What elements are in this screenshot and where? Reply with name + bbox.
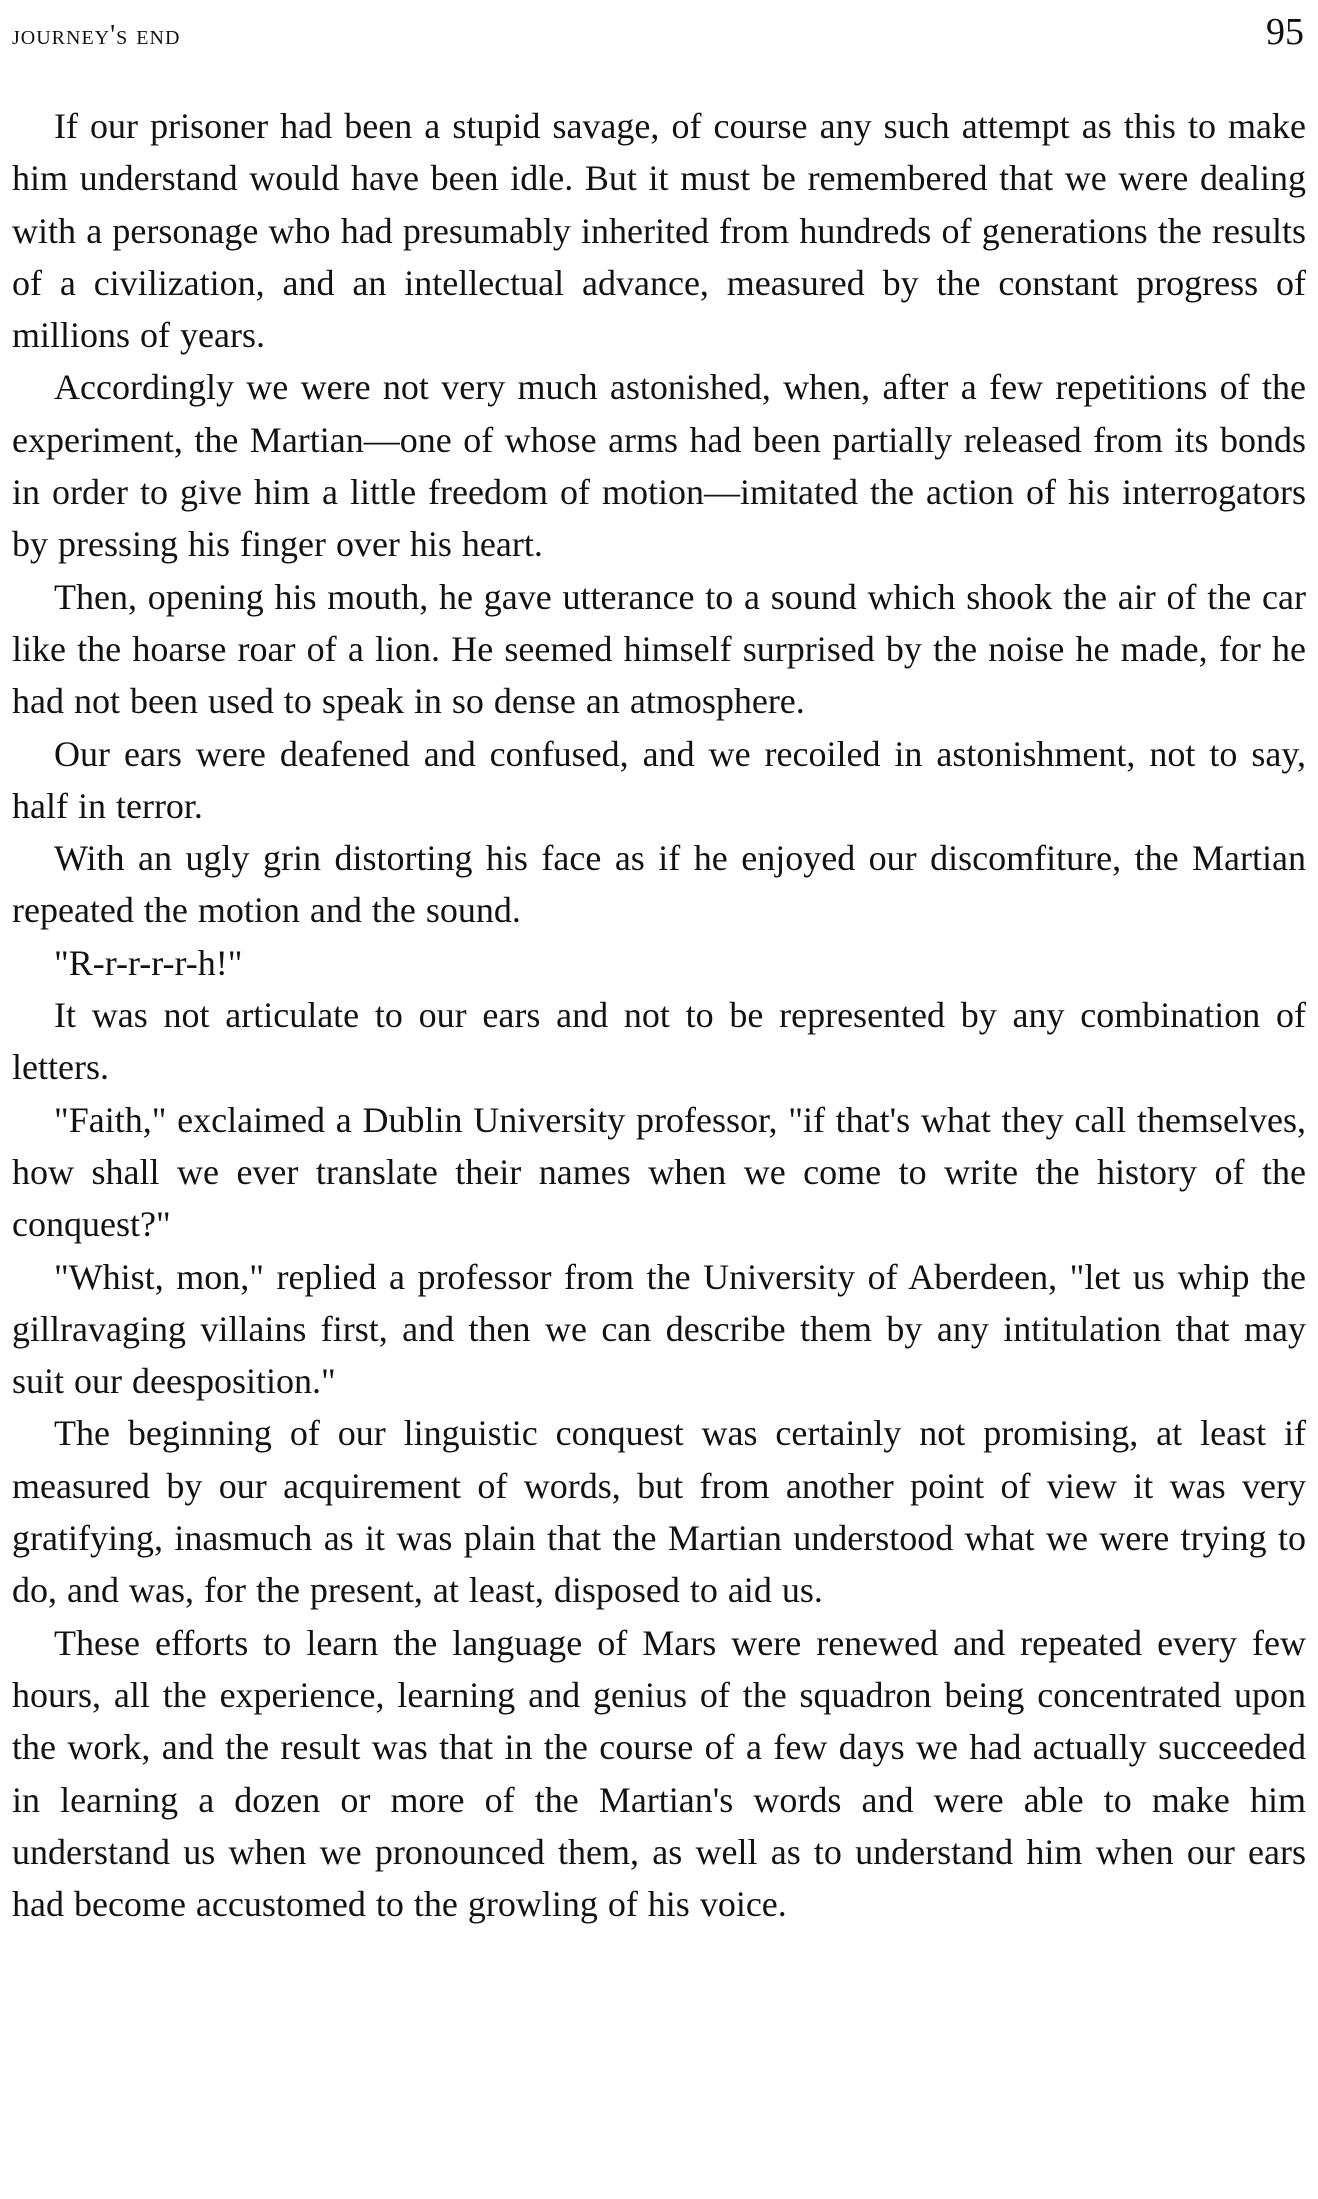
paragraph: Our ears were deafened and confused, and we recoiled in astonishment, not to say, half in terror. — [12, 733, 1306, 826]
paragraph: Then, opening his mouth, he gave utterance to a sound which shook the air of the car like the hoarse roar of a lion. He seemed himself surprised by the noise he made, for he had not been used to speak in so dense an atmosphere. — [12, 576, 1306, 722]
paragraph: If our prisoner had been a stupid savage, of course any such attempt as this to make him understand would have been idle. But it must be remembered that we were dealing with a personage who had presumably inherited from hundreds of generations the results of a civilization, and an intellectual advance, measured by the constant progress of millions of years. — [12, 106, 1306, 356]
page-number: 95 — [1266, 11, 1304, 53]
paragraph: The beginning of our linguistic conquest was certainly not promising, at least if measured by our acquirement of words, but from another point of view it was very gratifying, inasmuch as it was plain that the Martian understood what we were trying to do, and was, for the present, at least, disposed to aid us. — [12, 1413, 1306, 1611]
running-title: journey's end — [12, 20, 181, 51]
paragraph: Accordingly we were not very much astonished, when, after a few repetitions of the experiment, the Martian—one of whose arms had been partially released from its bonds in order to give him a little freedom of motion—imitated the action of his interrogators by pressing his finger over his heart. — [12, 367, 1306, 565]
paragraph: "Whist, mon," replied a professor from the University of Aberdeen, "let us whip the gillravaging villains first, and then we can describe them by any intitulation that may suit our deesposition." — [12, 1256, 1306, 1402]
paragraph: With an ugly grin distorting his face as if he enjoyed our discomfiture, the Martian repeated the motion and the sound. — [12, 838, 1306, 931]
paragraph: It was not articulate to our ears and not to be represented by any combination of letters. — [12, 995, 1306, 1088]
paragraph: "R-r-r-r-r-h!" — [54, 942, 243, 983]
body-text — [12, 100, 1306, 1930]
paragraph: These efforts to learn the language of Mars were renewed and repeated every few hours, all the experience, learning and genius of the squadron being concentrated upon the work, and the result was that in the course of a few days we had actually succeeded in learning a dozen or more of the Martian's words and were able to make him understand us when we pronounced them, as well as to understand him when our ears had become accustomed to the growling of his voice. — [12, 1622, 1306, 1925]
running-head — [12, 10, 1306, 66]
paragraph: "Faith," exclaimed a Dublin University professor, "if that's what they call themselves, how shall we ever translate their names when we come to write the history of the conquest?" — [12, 1099, 1306, 1245]
